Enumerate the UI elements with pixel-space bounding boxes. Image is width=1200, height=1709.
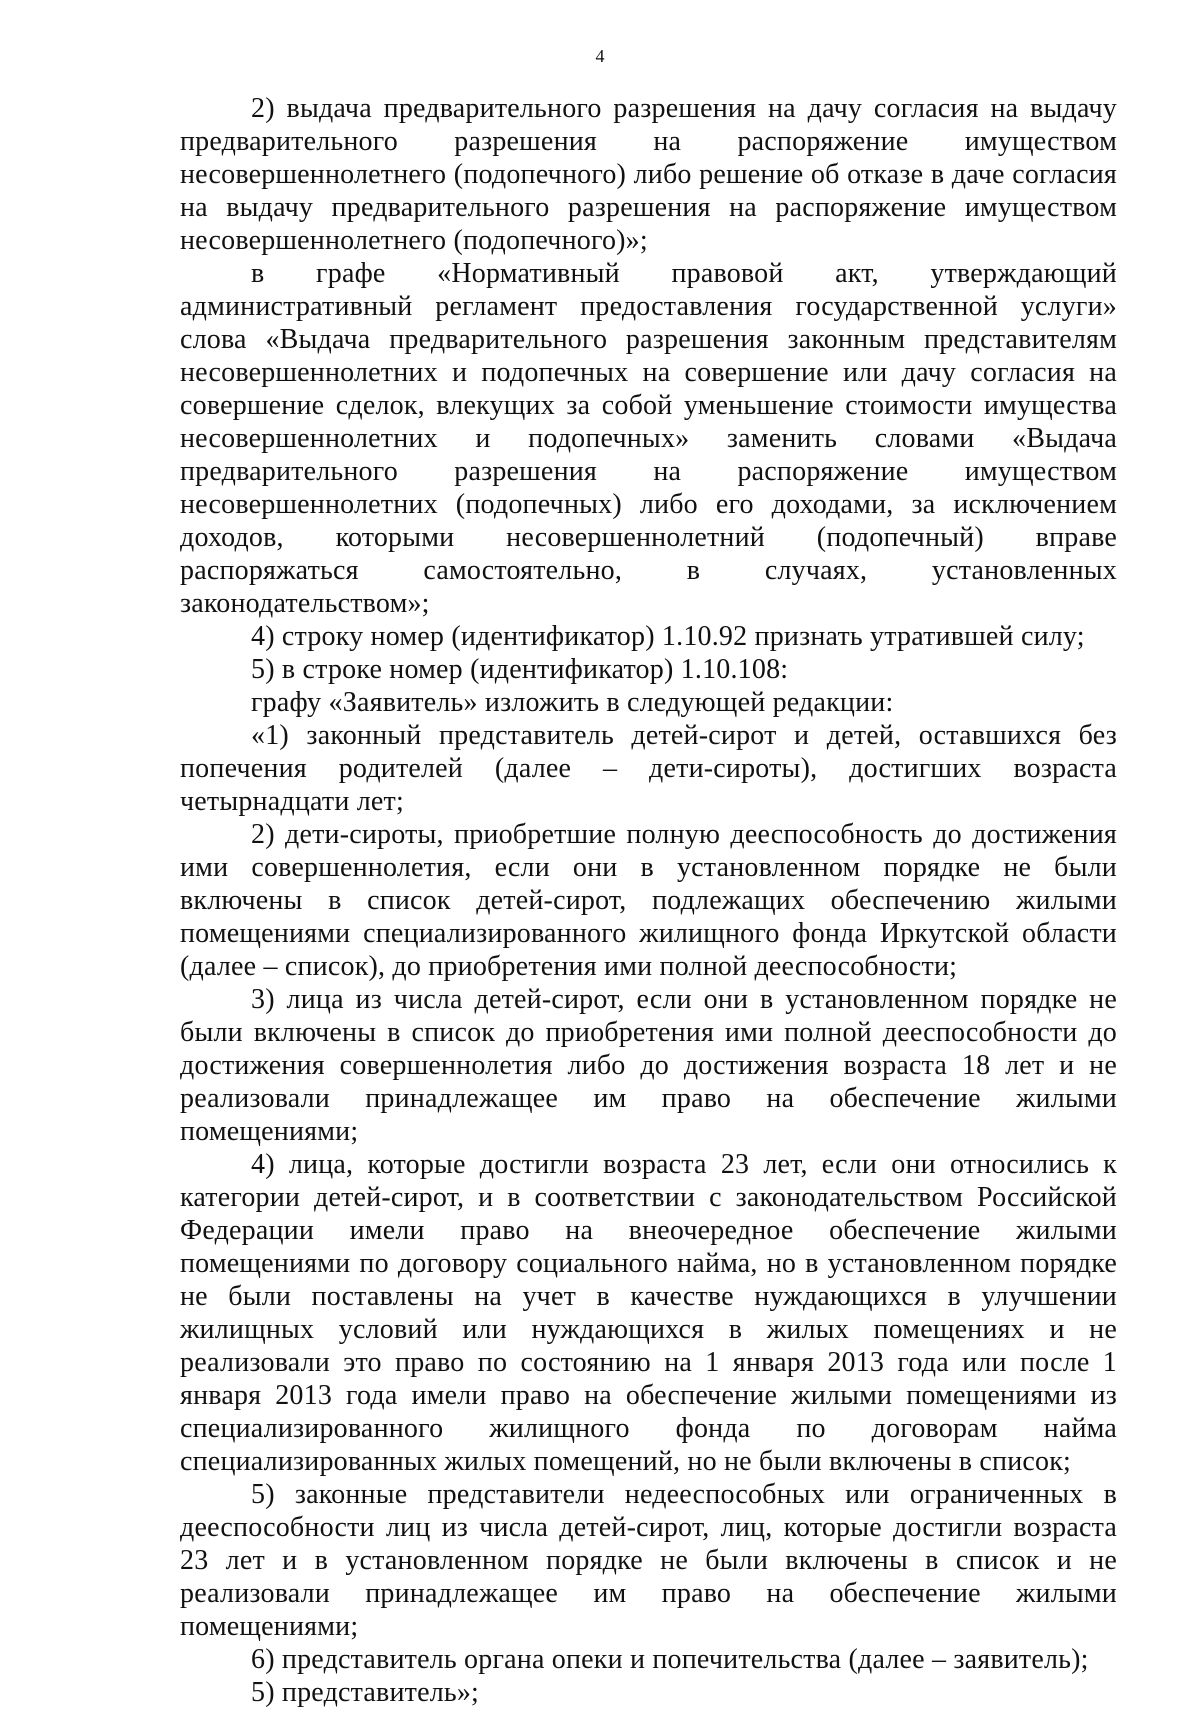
paragraph: 5) представитель»; [251,1677,480,1708]
document-body [180,92,1117,1709]
paragraph: 6) представитель органа опеки и попечительства (далее – заявитель); [251,1644,1089,1675]
paragraph: графу «Заявитель» изложить в следующей редакции: [251,687,894,718]
paragraph: в графе «Нормативный правовой акт, утверждающий административный регламент предоставления государственной услуги» слова «Выдача предварительного разрешения законным представителям несовершеннолетних и подопечных на совершение или дачу согласия на совершение сделок, влекущих за собой уменьшение стоимости имущества несовершеннолетних и подопечных» заменить словами «Выдача предварительного разрешения на распоряжение имуществом несовершеннолетних (подопечных) либо его доходами, за исключением доходов, которыми несовершеннолетний (подопечный) вправе распоряжаться самостоятельно, в случаях, установленных законодательством»; [180,258,1117,619]
paragraph: 4) лица, которые достигли возраста 23 лет, если они относились к категории детей-сирот, и в соответствии с законодательством Российской Федерации имели право на внеочередное обеспечение жилыми помещениями по договору социального найма, но в установленном порядке не были поставлены на учет в качестве нуждающихся в улучшении жилищных условий или нуждающихся в жилых помещениях и не реализовали это право по состоянию на 1 января 2013 года или после 1 января 2013 года имели право на обеспечение жилыми помещениями из специализированного жилищного фонда по договорам найма специализированных жилых помещений, но не были включены в список; [180,1149,1117,1477]
paragraph: 3) лица из числа детей-сирот, если они в установленном порядке не были включены в список до приобретения ими полной дееспособности до достижения совершеннолетия либо до достижения возраста 18 лет и не реализовали принадлежащее им право на обеспечение жилыми помещениями; [180,984,1117,1147]
paragraph: 2) выдача предварительного разрешения на дачу согласия на выдачу предварительного разрешения на распоряжение имуществом несовершеннолетнего (подопечного) либо решение об отказе в даче согласия на выдачу предварительного разрешения на распоряжение имуществом несовершеннолетнего (подопечного)»; [180,93,1117,256]
paragraph: 5) в строке номер (идентификатор) 1.10.108: [251,654,789,685]
paragraph: 5) законные представители недееспособных или ограниченных в дееспособности лиц из числа детей-сирот, лиц, которые достигли возраста 23 лет и в установленном порядке не были включены в список и не реализовали принадлежащее им право на обеспечение жилыми помещениями; [180,1479,1117,1642]
paragraph: 2) дети-сироты, приобретшие полную дееспособность до достижения ими совершеннолетия, если они в установленном порядке не были включены в список детей-сирот, подлежащих обеспечению жилыми помещениями специализированного жилищного фонда Иркутской области (далее – список), до приобретения ими полной дееспособности; [180,819,1117,982]
paragraph: 4) строку номер (идентификатор) 1.10.92 признать утратившей силу; [251,621,1085,652]
page-number: 4 [595,46,605,66]
paragraph: «1) законный представитель детей-сирот и детей, оставшихся без попечения родителей (далее – дети-сироты), достигших возраста четырнадцати лет; [180,720,1117,817]
